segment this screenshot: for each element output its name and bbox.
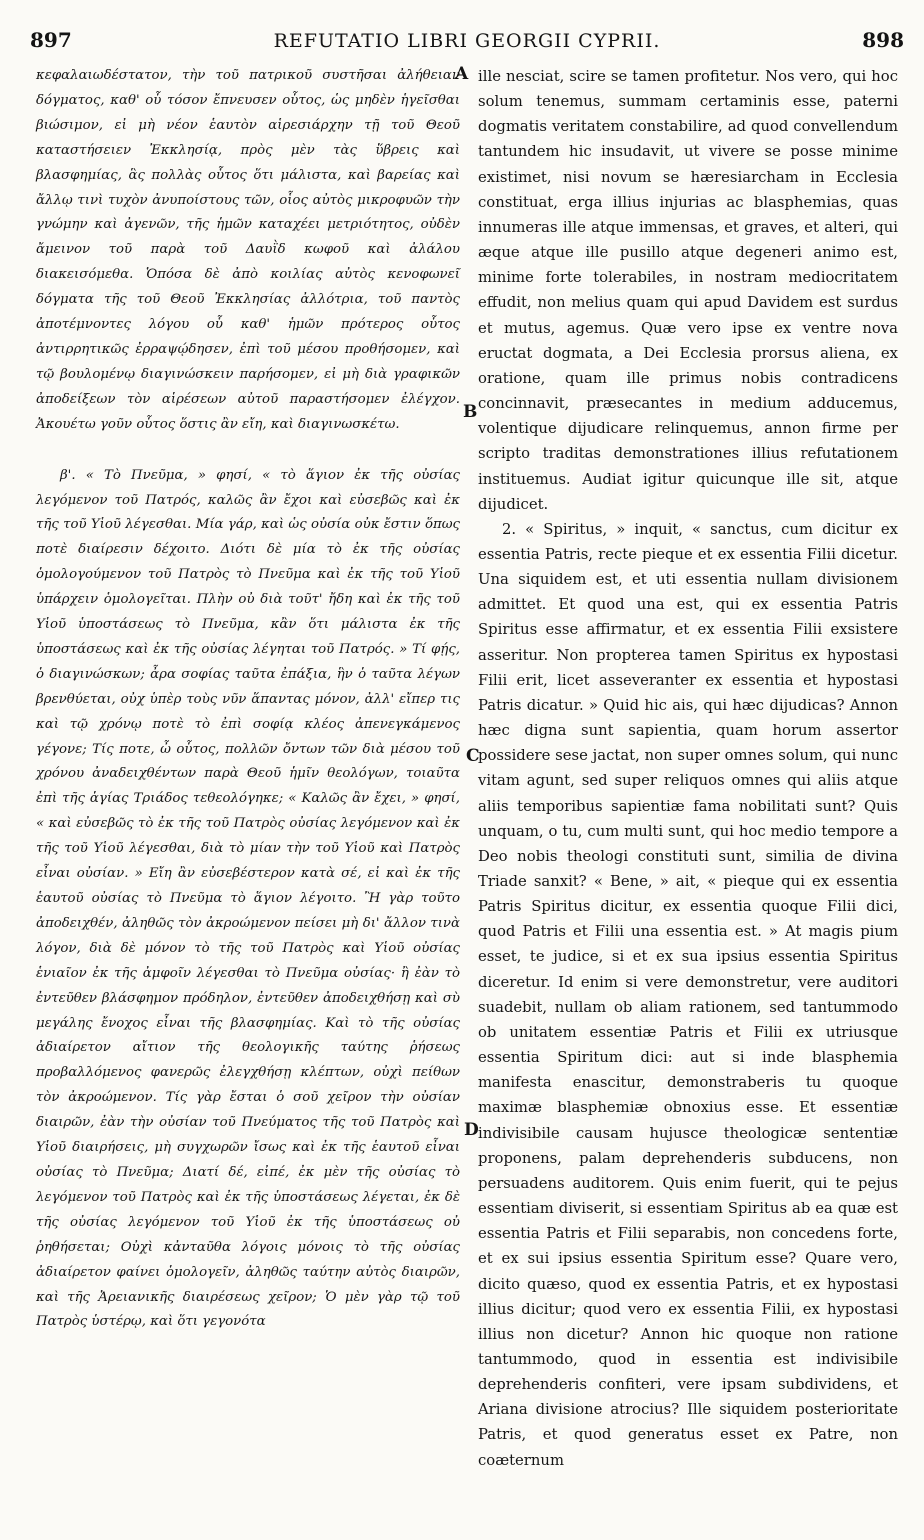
latin-paragraph-2: 2. « Spiritus, » inquit, « sanctus, cum dicitur ex essentia Patris, recte pieque et ex essentia Filii dicetur. Una siquidem est, et uti essentia nullam divisionem admittet. Et quod una est, qui ex essentia Patris Spiritus esse affirmatur, et ex essentia Filii exsistere asseritur. Non propterea tamen Spiritus ex hypostasi Filii erit, licet asseveranter ex essentia et hypostasi Patris dicatur. » Quid hic ais, qui hæc dijudicas? Annon hæc digna sunt sapientia, quam horum assertor possidere sese jactat, non super omnes solum, qui nunc vitam agunt, sed super reliquos omnes qui aliis atque aliis temporibus sapientiæ fama nobilitati sunt? Quis unquam, o tu, cum multi sunt, qui hoc medio tempore a Deo nobis theologi constituti sunt, similia de divina Triade sanxit? « Bene, » ait, « pieque qui ex essentia Patris Spiritus dicitur, ex essentia quoque Filii dici, quod Patris et Filii una essentia est. » At magis pium esset, te judice, si et ex sua ipsius essentia Spiritus diceretur. Id enim si vere demonstretur, vere auditori suadebit, nullam ob aliam rationem, sed tantummodo ob unitatem essentiæ Patris et Filii ex utriusque essentia Spiritum dici: aut si inde blasphemia manifesta enascitur, demonstraberis tu quoque maximæ blasphemiæ obnoxius esse. Et essentiæ indivisibile causam hujusce theologicæ sententiæ proponens, palam deprehenderis subducens, non persuadens auditorem. Quis enim fuerit, qui te pejus essentiam diviserit, si essentiam Spiritus ab ea quæ est essentia Patris et Filii separabis, non concedens forte, et ex sui ipsius essentia Spiritum esse? Quare vero, dicito quæso, quod ex essentia Patris, et ex hypostasi illius dicitur; quod vero ex essentia Filii, ex hypostasi illius non dicetur? Annon hic quoque non ratione tantummodo, quod in essentia est indivisibile deprehenderis confiteri, vere ipsam subdividens, et Ariana divisione atrocius? Ille siquidem posterioritate Patris, et quod generatus esset ex Patre, non coæternum (478, 520, 898, 1469)
latin-column (478, 64, 898, 1473)
margin-mark-c: C (466, 746, 480, 766)
page-number-left: 897 (30, 28, 72, 52)
running-title: REFUTATIO LIBRI GEORGII CYPRII. (273, 30, 661, 52)
margin-mark-a: A (455, 64, 469, 84)
page-number-right: 898 (862, 28, 904, 52)
margin-mark-b: B (463, 402, 478, 422)
greek-column (36, 64, 460, 1335)
latin-paragraph-1: ille nesciat, scire se tamen profitetur. Nos vero, qui hoc solum tenemus, summam certaminis esse, paterni dogmatis veritatem constabilire, ad quod convellendum tantundem hic insudavit, ut vivere se posse minime existimet, nisi novum se hæresiarcham in Ecclesia constituat, erga illius injurias ac blasphemias, quas innumeras ille atque immensas, et graves, et alteri, qui æque atque ille pusillo atque degeneri animo est, minime forte tolerabiles, in nostram mediocritatem effudit, non melius quam qui apud Davidem est surdus et mutus, agemus. Quæ vero ipse ex ventre nova eructat dogmata, a Dei Ecclesia prorsus aliena, ex oratione, quam ille primus nobis contradicens concinnavit, præsecantes in medium adducemus, volentique dijudicare relinquemus, annon firme per scripto traditas demonstrationes illius refutationem instituemus. Audiat igitur quicunque ille sit, atque dijudicet. (478, 68, 898, 513)
running-header (30, 24, 904, 58)
greek-paragraph-2: β'. « Τὸ Πνεῦμα, » φησί, « τὸ ἅγιον ἐκ τῆς οὐσίας λεγόμενον τοῦ Πατρός, καλῶς ἂν ἔχοι καὶ εὐσεβῶς καὶ ἐκ τῆς τοῦ Υἱοῦ λέγεσθαι. Μία γάρ, καὶ ὡς οὐσία οὐκ ἔστιν ὅπως ποτὲ διαίρεσιν δέχοιτο. Διότι δὲ μία τὸ ἐκ τῆς οὐσίας ὁμολογούμενον τοῦ Πατρὸς τὸ Πνεῦμα καὶ ἐκ τῆς τοῦ Υἱοῦ ὑπάρχειν ὁμολογεῖται. Πλὴν οὐ διὰ τοῦτ' ἤδη καὶ ἐκ τῆς τοῦ Υἱοῦ ὑποστάσεως τὸ Πνεῦμα, κἂν ὅτι μάλιστα ἐκ τῆς ὑποστάσεως καὶ ἐκ τῆς οὐσίας λέγηται τοῦ Πατρός. » Τί φῄς, ὁ διαγινώσκων; ἆρα σοφίας ταῦτα ἐπάξια, ἣν ὁ ταῦτα λέγων βρενθύεται, οὐχ ὑπὲρ τοὺς νῦν ἅπαντας μόνον, ἀλλ' εἴπερ τις καὶ τῷ χρόνῳ ποτὲ τὸ ἐπὶ σοφίᾳ κλέος ἀπενεγκάμενος γέγονε; Τίς ποτε, ὦ οὗτος, πολλῶν ὄντων τῶν διὰ μέσου τοῦ χρόνου ἀναδειχθέντων παρὰ Θεοῦ ἡμῖν θεολόγων, τοιαῦτα ἐπὶ τῆς ἁγίας Τριάδος τεθεολόγηκε; « Καλῶς ἂν ἔχει, » φησί, « καὶ εὐσεβῶς τὸ ἐκ τῆς τοῦ Πατρὸς οὐσίας λεγόμενον καὶ ἐκ τῆς τοῦ Υἱοῦ λέγεσθαι, διὰ τὸ μίαν τὴν τοῦ Υἱοῦ καὶ Πατρὸς εἶναι οὐσίαν. » Εἴη ἂν εὐσεβέστερον κατὰ σέ, εἰ καὶ ἐκ τῆς ἑαυτοῦ οὐσίας τὸ Πνεῦμα τὸ ἅγιον λέγοιτο. Ἢ γὰρ τοῦτο ἀποδειχθέν, ἀληθῶς τὸν ἀκροώμενον πείσει μὴ δι' ἄλλον τινὰ λόγον, διὰ δὲ μόνον τὸ τῆς τοῦ Πατρὸς καὶ Υἱοῦ οὐσίας ἑνιαῖον ἐκ τῆς ἀμφοῖν λέγεσθαι τὸ Πνεῦμα οὐσίας· ἢ ἐὰν τὸ ἐντεῦθεν βλάσφημον πρόδηλον, ἐντεῦθεν ἀποδειχθήσῃ καὶ σὺ μεγάλης ἔνοχος εἶναι τῆς βλασφημίας. Καὶ τὸ τῆς οὐσίας ἀδιαίρετον αἴτιον τῆς θεολογικῆς ταύτης ῥήσεως προβαλλόμενος φανερῶς ἐλεγχθήσῃ κλέπτων, οὐχὶ πείθων τὸν ἀκροώμενον. Τίς γὰρ ἔσται ὁ σοῦ χεῖρον τὴν οὐσίαν διαιρῶν, ἐὰν τὴν οὐσίαν τοῦ Πνεύματος τῆς τοῦ Πατρὸς καὶ Υἱοῦ διαιρήσεις, μὴ συγχωρῶν ἴσως καὶ ἐκ τῆς ἑαυτοῦ εἶναι οὐσίας τὸ Πνεῦμα; Διατί δέ, εἰπέ, ἐκ μὲν τῆς οὐσίας τὸ λεγόμενον τοῦ Πατρὸς καὶ ἐκ τῆς ὑποστάσεως λέγεται, ἐκ δὲ τῆς οὐσίας λεγόμενον τοῦ Υἱοῦ ἐκ τῆς ὑποστάσεως οὐ ῥηθήσεται; Οὐχὶ κἀνταῦθα λόγοις μόνοις τὸ τῆς οὐσίας ἀδιαίρετον φαίνει ὁμολογεῖν, ἀληθῶς ταύτην αὐτὸς διαιρῶν, καὶ τῆς Ἀρειανικῆς διαιρέσεως χεῖρον; Ὁ μὲν γὰρ τῷ τοῦ Πατρὸς ὑστέρῳ, καὶ ὅτι γεγονότα (36, 467, 460, 1330)
greek-paragraph-1: κεφαλαιωδέστατον, τὴν τοῦ πατρικοῦ συστῆσαι ἀλήθειαν δόγματος, καθ' οὗ τόσον ἔπνευσεν οὗτος, ὡς μηδὲν ἡγεῖσθαι βιώσιμον, εἰ μὴ νέον ἑαυτὸν αἱρεσιάρχην τῇ τοῦ Θεοῦ καταστήσειεν Ἐκκλησίᾳ, πρὸς μὲν τὰς ὕβρεις καὶ βλασφημίας, ἃς πολλὰς οὗτος ὅτι μάλιστα, καὶ βαρείας καὶ ἄλλῳ τινὶ τυχὸν ἀνυποίστους τῶν, οἷος αὐτὸς μικροφυῶν τὴν γνώμην καὶ ἀγενῶν, τῆς ἡμῶν καταχέει μετριότητος, οὐδὲν ἄμεινον τοῦ παρὰ τοῦ Δαυῒδ κωφοῦ καὶ ἀλάλου διακεισόμεθα. Ὁπόσα δὲ ἀπὸ κοιλίας αὐτὸς κενοφωνεῖ δόγματα τῆς τοῦ Θεοῦ Ἐκκλησίας ἀλλότρια, τοῦ παντὸς ἀποτέμνοντες λόγου οὗ καθ' ἡμῶν πρότερος οὗτος ἀντιρρητικῶς ἐρραψῴδησεν, ἐπὶ τοῦ μέσου προθήσομεν, καὶ τῷ βουλομένῳ διαγινώσκειν παρήσομεν, εἰ μὴ διὰ γραφικῶν ἀποδείξεων τὸν αἱρέσεων αὐτοῦ παραστήσομεν ἐλέγχον. Ἀκουέτω γοῦν οὗτος ὅστις ἂν εἴη, καὶ διαγινωσκέτω. (36, 68, 460, 432)
margin-mark-d: D (464, 1120, 479, 1140)
